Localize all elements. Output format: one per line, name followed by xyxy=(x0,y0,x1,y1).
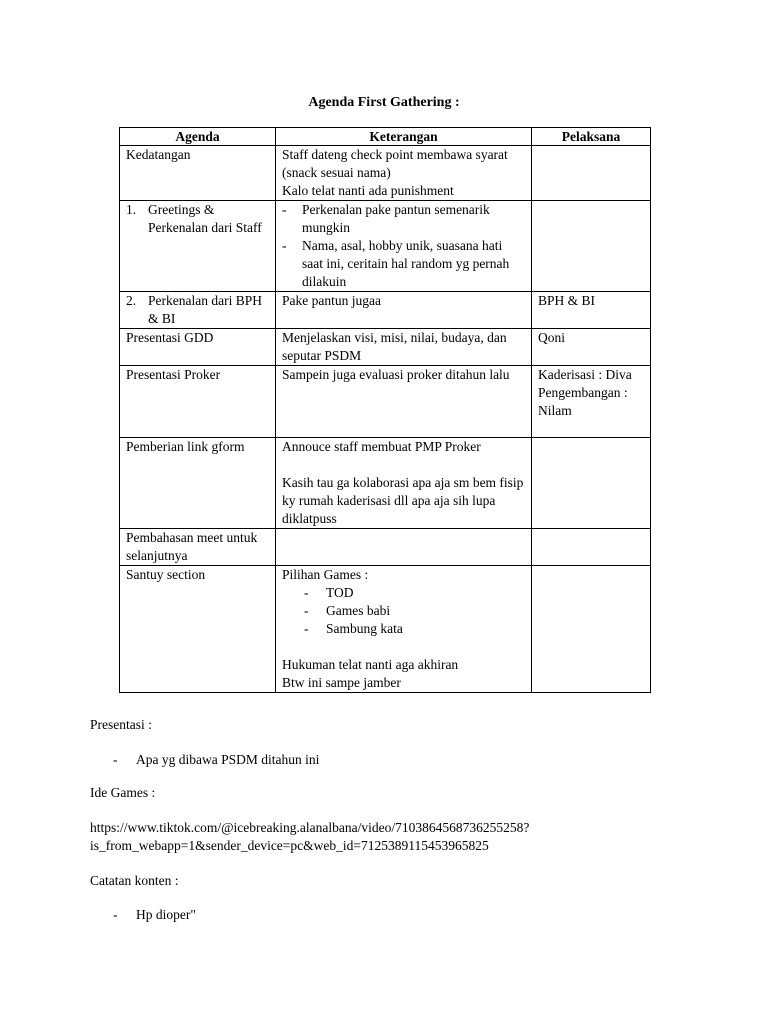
agenda-cell: Presentasi GDD xyxy=(120,329,276,366)
table-row xyxy=(120,292,651,329)
agenda-cell: Pembahasan meet untuk selanjutnya xyxy=(120,529,276,566)
table-row xyxy=(120,329,651,366)
keterangan-line: Pilihan Games : xyxy=(282,567,369,582)
list-number: 2. xyxy=(126,293,137,308)
list-number: 1. xyxy=(126,202,137,217)
table-row xyxy=(120,529,651,566)
document-title: Agenda First Gathering : xyxy=(308,95,460,110)
dash-marker: - xyxy=(282,202,287,217)
dash-marker: - xyxy=(113,907,118,922)
agenda-cell: Santuy section xyxy=(120,566,276,693)
table-header-row xyxy=(120,128,651,146)
tiktok-link-line-1: https://www.tiktok.com/@icebreaking.alanalbana/video/7103864568736255258? xyxy=(90,820,530,835)
keterangan-line: Kasih tau ga kolaborasi apa aja sm bem fisip ky rumah kaderisasi dll apa aja sih lupa diklatpuss xyxy=(282,475,524,526)
keterangan-cell xyxy=(276,529,532,566)
table-row xyxy=(120,146,651,201)
pelaksana-cell xyxy=(532,529,651,566)
pelaksana-line: Pengembangan : Nilam xyxy=(538,385,628,418)
keterangan-line: Hukuman telat nanti aga akhiran xyxy=(282,657,459,672)
dash-marker: - xyxy=(113,752,118,767)
presentasi-item: Apa yg dibawa PSDM ditahun ini xyxy=(136,752,320,767)
list-item xyxy=(113,751,319,769)
dash-marker: - xyxy=(304,621,309,636)
pelaksana-cell xyxy=(532,201,651,292)
list-item: - Games babi xyxy=(304,603,391,618)
agenda-table xyxy=(119,127,651,693)
table-row xyxy=(120,438,651,529)
keterangan-cell xyxy=(276,201,532,292)
dash-marker: - xyxy=(304,585,309,600)
list-item: - Nama, asal, hobby unik, suasana hati saat ini, ceritain hal random yg pernah dilakuin xyxy=(282,238,510,289)
agenda-cell: Kedatangan xyxy=(120,146,276,201)
table-row xyxy=(120,566,651,693)
agenda-cell xyxy=(120,201,276,292)
list-item: - TOD xyxy=(304,585,354,600)
presentasi-label: Presentasi : xyxy=(90,717,152,732)
table-row xyxy=(120,366,651,438)
keterangan-line: Kalo telat nanti ada punishment xyxy=(282,183,454,198)
keterangan-cell: Menjelaskan visi, misi, nilai, budaya, dan seputar PSDM xyxy=(276,329,532,366)
keterangan-cell: Pake pantun jugaa xyxy=(276,292,532,329)
catatan-item: Hp dioper" xyxy=(136,907,196,922)
header-pelaksana: Pelaksana xyxy=(532,128,651,146)
pelaksana-line: Kaderisasi : Diva xyxy=(538,367,632,382)
list-item xyxy=(113,906,196,924)
dash-marker: - xyxy=(304,603,309,618)
pelaksana-cell xyxy=(532,366,651,438)
agenda-text: Perkenalan dari BPH & BI xyxy=(148,293,262,326)
keterangan-line: Btw ini sampe jamber xyxy=(282,675,401,690)
agenda-cell xyxy=(120,292,276,329)
keterangan-cell xyxy=(276,566,532,693)
agenda-cell: Presentasi Proker xyxy=(120,366,276,438)
keterangan-line: Staff dateng check point membawa syarat (snack sesuai nama) xyxy=(282,147,508,180)
list-item: - Perkenalan pake pantun semenarik mungkin xyxy=(282,202,490,235)
pelaksana-cell xyxy=(532,438,651,529)
pelaksana-cell: Qoni xyxy=(532,329,651,366)
catatan-label: Catatan konten : xyxy=(90,873,179,888)
list-item: - Sambung kata xyxy=(304,621,403,636)
table-row xyxy=(120,201,651,292)
agenda-text: Greetings & Perkenalan dari Staff xyxy=(148,202,262,235)
agenda-cell: Pemberian link gform xyxy=(120,438,276,529)
keterangan-cell xyxy=(276,146,532,201)
header-keterangan: Keterangan xyxy=(276,128,532,146)
ide-games-label: Ide Games : xyxy=(90,785,156,800)
tiktok-link-line-2: is_from_webapp=1&sender_device=pc&web_id=7125389115453965825 xyxy=(90,838,489,853)
keterangan-line: Annouce staff membuat PMP Proker xyxy=(282,439,481,454)
pelaksana-cell xyxy=(532,566,651,693)
pelaksana-cell xyxy=(532,146,651,201)
keterangan-cell xyxy=(276,438,532,529)
pelaksana-cell: BPH & BI xyxy=(532,292,651,329)
header-agenda: Agenda xyxy=(120,128,276,146)
dash-marker: - xyxy=(282,238,287,253)
keterangan-cell: Sampein juga evaluasi proker ditahun lalu xyxy=(276,366,532,438)
